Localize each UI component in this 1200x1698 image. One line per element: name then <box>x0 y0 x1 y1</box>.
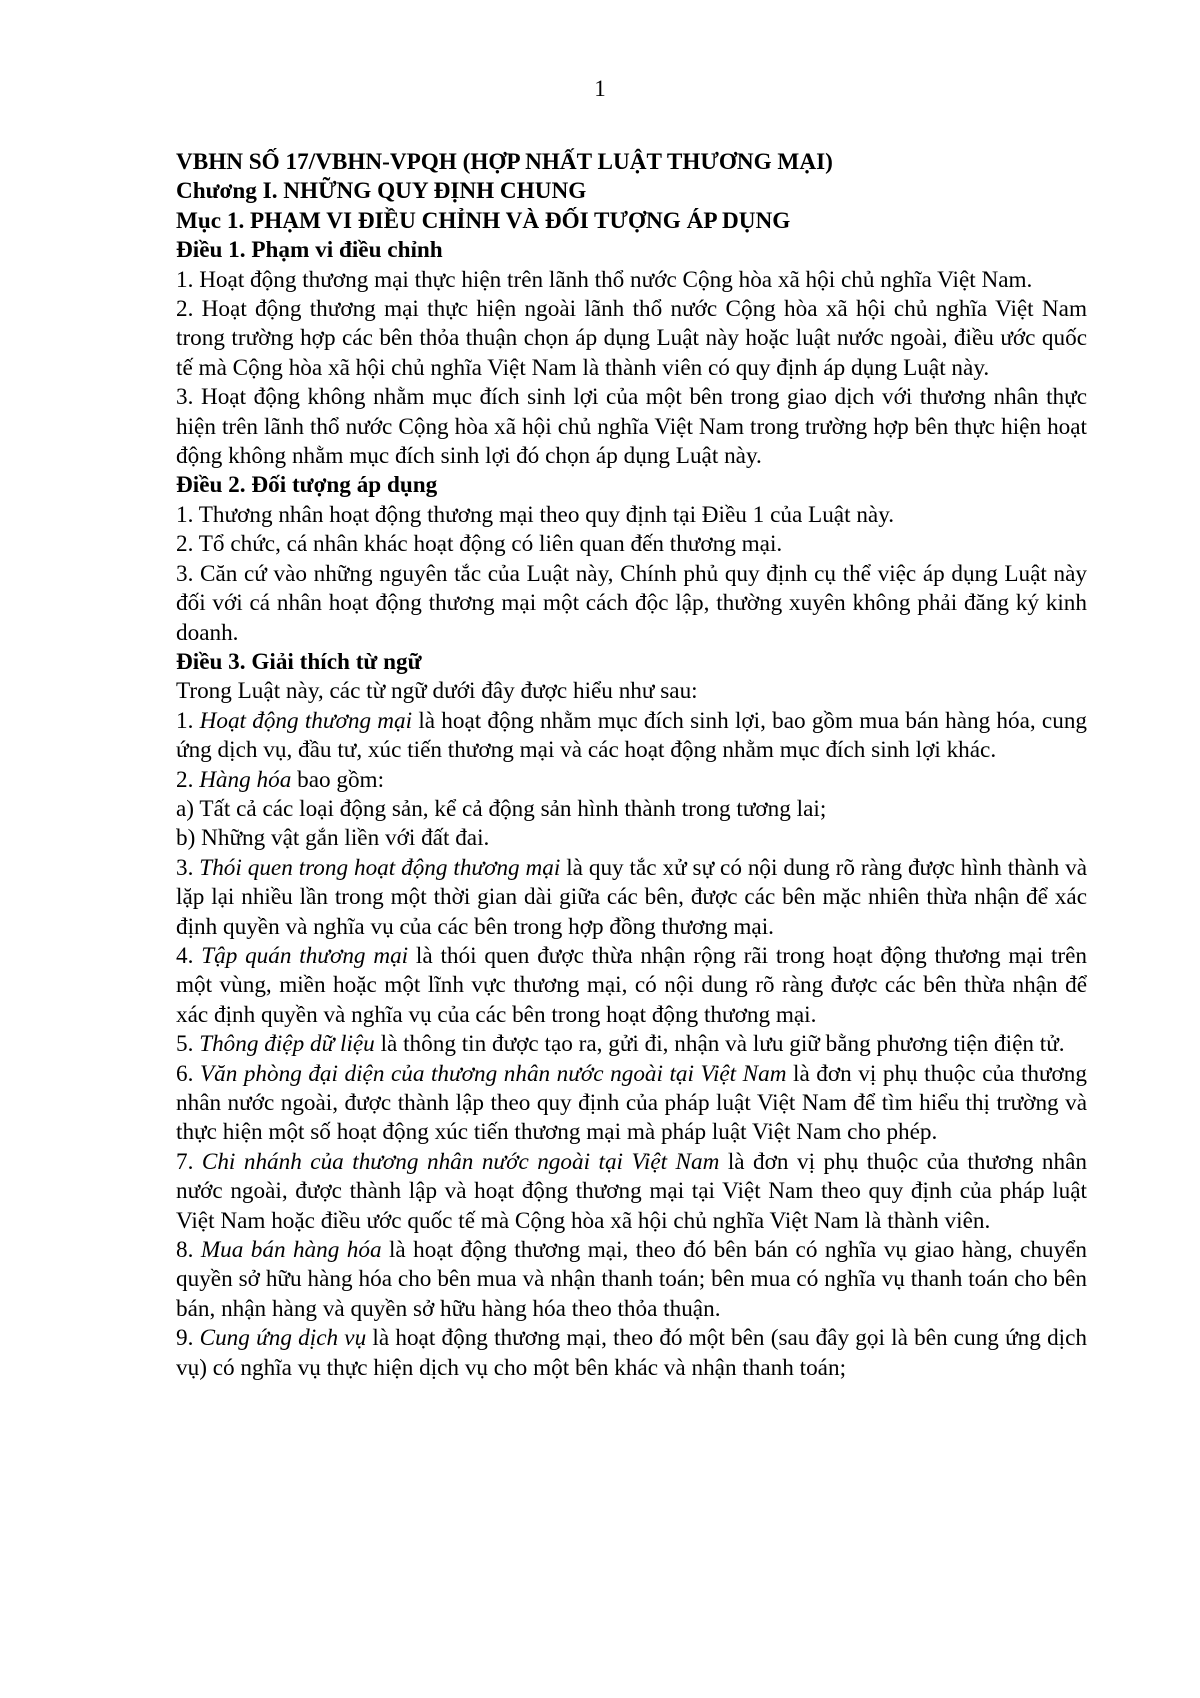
definition-2 <box>176 766 1087 795</box>
definition-5 <box>176 1030 1087 1059</box>
article-2-clause-3: 3. Căn cứ vào những nguyên tắc của Luật này, Chính phủ quy định cụ thể việc áp dụng Luật này đối với cá nhân hoạt động thương mại một cách độc lập, thường xuyên không phải đăng ký kinh doanh. <box>176 560 1087 646</box>
definition-9 <box>176 1324 1087 1383</box>
definition-number: 3. <box>176 854 200 881</box>
definition-text: là hoạt động nhằm mục đích sinh lợi, bao gồm mua bán hàng hóa, cung ứng dịch vụ, đầu tư, xúc tiến thương mại và các hoạt động nhằm mục đích sinh lợi khác. <box>176 707 1088 764</box>
definition-3 <box>176 854 1087 942</box>
definition-text: là hoạt động thương mại, theo đó bên bán có nghĩa vụ giao hàng, chuyển quyền sở hữu hàng hóa cho bên mua và nhận thanh toán; bên mua có nghĩa vụ thanh toán cho bên bán, nhận hàng và quyền sở hữu hàng hóa theo thỏa thuận. <box>176 1237 1087 1322</box>
definition-term: Hoạt động thương mại <box>199 707 413 734</box>
definition-7 <box>176 1148 1087 1236</box>
article-1-heading: Điều 1. Phạm vi điều chỉnh <box>176 237 443 264</box>
definition-text: là thói quen được thừa nhận rộng rãi trong hoạt động thương mại trên một vùng, miền hoặc một lĩnh vực thương mại, có nội dung rõ ràng được các bên thừa nhận để xác định quyền và nghĩa vụ của các bên trong hoạt động thương mại. <box>176 942 1087 1028</box>
page-number: 1 <box>594 76 606 101</box>
article-3-heading: Điều 3. Giải thích từ ngữ <box>176 648 422 675</box>
definition-1 <box>176 707 1087 766</box>
definition-number: 6. <box>176 1060 200 1087</box>
definition-number: 5. <box>176 1031 200 1058</box>
article-1-clause-2: 2. Hoạt động thương mại thực hiện ngoài lãnh thổ nước Cộng hòa xã hội chủ nghĩa Việt Nam trong trường hợp các bên thỏa thuận chọn áp dụng Luật này hoặc luật nước ngoài, điều ước quốc tế mà Cộng hòa xã hội chủ nghĩa Việt Nam là thành viên có quy định áp dụng Luật này. <box>176 296 1087 381</box>
article-2-clause-2: 2. Tổ chức, cá nhân khác hoạt động có liên quan đến thương mại. <box>176 531 783 558</box>
definition-number: 7. <box>176 1148 202 1175</box>
definition-number: 8. <box>176 1237 201 1264</box>
article-3-intro: Trong Luật này, các từ ngữ dưới đây được hiểu như sau: <box>176 678 698 705</box>
chapter-heading: Chương I. NHỮNG QUY ĐỊNH CHUNG <box>176 178 587 205</box>
document-body <box>176 148 1087 1383</box>
definition-term: Văn phòng đại diện của thương nhân nước ngoài tại Việt Nam <box>199 1060 787 1087</box>
definition-text: là hoạt động thương mại, theo đó một bên (sau đây gọi là bên cung ứng dịch vụ) có nghĩa vụ thực hiện dịch vụ cho một bên khác và nhận thanh toán; <box>176 1325 1088 1381</box>
section-heading: Mục 1. PHẠM VI ĐIỀU CHỈNH VÀ ĐỐI TƯỢNG ÁP DỤNG <box>176 207 791 234</box>
definition-number: 2. <box>176 766 200 793</box>
definition-6 <box>176 1060 1087 1148</box>
definition-8 <box>176 1236 1087 1324</box>
definition-term: Thói quen trong hoạt động thương mại <box>199 854 561 881</box>
definition-4 <box>176 942 1087 1030</box>
definition-number: 9. <box>176 1325 200 1352</box>
definition-term: Cung ứng dịch vụ <box>199 1325 367 1352</box>
article-2-clause-1: 1. Thương nhân hoạt động thương mại theo quy định tại Điều 1 của Luật này. <box>176 501 895 528</box>
definition-text: là thông tin được tạo ra, gửi đi, nhận và lưu giữ bằng phương tiện điện tử. <box>374 1031 1065 1058</box>
definition-term: Hàng hóa <box>199 766 292 793</box>
definition-term: Chi nhánh của thương nhân nước ngoài tại Việt Nam <box>201 1148 720 1175</box>
definition-2-item-a: a) Tất cả các loại động sản, kể cả động sản hình thành trong tương lai; <box>176 795 827 822</box>
article-1-clause-1: 1. Hoạt động thương mại thực hiện trên lãnh thổ nước Cộng hòa xã hội chủ nghĩa Việt Nam. <box>176 266 1033 293</box>
definition-text: là quy tắc xử sự có nội dung rõ ràng được hình thành và lặp lại nhiều lần trong một thời gian dài giữa các bên, được các bên mặc nhiên thừa nhận để xác định quyền và nghĩa vụ của các bên trong hợp đồng thương mại. <box>176 854 1087 940</box>
document-title: VBHN SỐ 17/VBHN-VPQH (HỢP NHẤT LUẬT THƯƠNG MẠI) <box>176 149 833 175</box>
definition-term: Thông điệp dữ liệu <box>199 1031 375 1058</box>
definition-text: bao gồm: <box>291 766 385 793</box>
definition-term: Mua bán hàng hóa <box>200 1237 382 1264</box>
definition-2-item-b: b) Những vật gắn liền với đất đai. <box>176 825 490 852</box>
definition-term: Tập quán thương mại <box>201 942 409 969</box>
article-1-clause-3: 3. Hoạt động không nhằm mục đích sinh lợi của một bên trong giao dịch với thương nhân thực hiện trên lãnh thổ nước Cộng hòa xã hội chủ nghĩa Việt Nam trong trường hợp bên thực hiện hoạt động không nhằm mục đích sinh lợi đó chọn áp dụng Luật này. <box>176 384 1087 470</box>
definition-number: 1. <box>176 707 200 734</box>
definition-number: 4. <box>176 942 202 969</box>
article-2-heading: Điều 2. Đối tượng áp dụng <box>176 472 438 499</box>
definition-text: là đơn vị phụ thuộc của thương nhân nước ngoài, được thành lập theo quy định của pháp luật Việt Nam để tìm hiểu thị trường và thực hiện một số hoạt động xúc tiến thương mại mà pháp luật Việt Nam cho phép. <box>176 1060 1087 1146</box>
definition-text: là đơn vị phụ thuộc của thương nhân nước ngoài, được thành lập và hoạt động thương mại tại Việt Nam theo quy định của pháp luật Việt Nam hoặc điều ước quốc tế mà Cộng hòa xã hội chủ nghĩa Việt Nam là thành viên. <box>176 1148 1088 1234</box>
